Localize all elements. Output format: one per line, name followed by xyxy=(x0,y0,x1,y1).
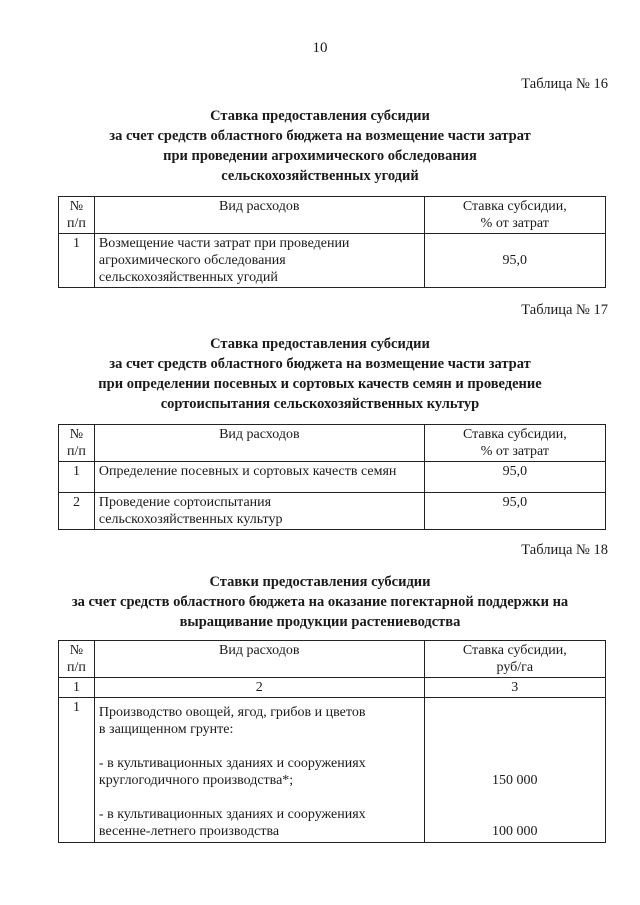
table-header-row xyxy=(59,425,606,462)
header-rate: Ставка субсидии, % от затрат xyxy=(424,197,605,234)
header-rate: Ставка субсидии, % от затрат xyxy=(424,425,605,462)
table-header-row xyxy=(59,197,606,234)
table-17 xyxy=(58,424,606,530)
table-row xyxy=(59,234,606,288)
header-num: № п/п xyxy=(59,197,95,234)
table-16 xyxy=(58,196,606,288)
rate-value: 100 000 xyxy=(492,824,538,839)
header-type: Вид расходов xyxy=(94,641,424,678)
column-number: 2 xyxy=(94,678,424,698)
column-number: 3 xyxy=(424,678,605,698)
row-rate: 95,0 xyxy=(424,234,605,288)
column-number-row xyxy=(59,678,606,698)
header-rate: Ставка субсидии, руб/га xyxy=(424,641,605,678)
row-num: 2 xyxy=(59,493,95,530)
table-16-label: Таблица № 16 xyxy=(521,76,608,92)
table-17-title: Ставка предоставления субсидии за счет средств областного бюджета на возмещение части затрат при определении посевных и сортовых качеств семян и проведение сортоиспытания сельскохозяйственных культур xyxy=(98,336,542,412)
header-num: № п/п xyxy=(59,425,95,462)
table-row xyxy=(59,462,606,493)
rate-value: 150 000 xyxy=(492,773,538,788)
row-num: 1 xyxy=(59,234,95,288)
header-num: № п/п xyxy=(59,641,95,678)
row-desc: Возмещение части затрат при проведении агрохимического обследования сельскохозяйственных угодий xyxy=(94,234,424,288)
table-18-label: Таблица № 18 xyxy=(521,542,608,558)
table-header-row xyxy=(59,641,606,678)
row-num: 1 xyxy=(59,462,95,493)
table-row xyxy=(59,493,606,530)
page-number: 10 xyxy=(312,40,328,56)
table-18-title: Ставки предоставления субсидии за счет средств областного бюджета на оказание погектарной поддержки на выращивание продукции растениеводства xyxy=(71,574,569,630)
table-18 xyxy=(58,640,606,843)
row-rate: 95,0 xyxy=(424,462,605,493)
row-rate: 95,0 xyxy=(424,493,605,530)
row-desc: Определение посевных и сортовых качеств семян xyxy=(94,462,424,493)
row-num: 1 xyxy=(59,698,95,843)
header-type: Вид расходов xyxy=(94,425,424,462)
table-row xyxy=(59,698,606,843)
row-desc: Проведение сортоиспытания сельскохозяйственных культур xyxy=(94,493,424,530)
column-number: 1 xyxy=(59,678,95,698)
table-16-title: Ставка предоставления субсидии за счет средств областного бюджета на возмещение части затрат при проведении агрохимического обследования сельскохозяйственных угодий xyxy=(109,108,531,184)
table-17-label: Таблица № 17 xyxy=(521,302,608,318)
row-rate xyxy=(424,698,605,843)
row-desc: Производство овощей, ягод, грибов и цветов в защищенном грунте: - в культивационных зданиях и сооружениях круглогодичного производства*; - в культивационных зданиях и сооружениях весенне-летнего производства xyxy=(94,698,424,843)
header-type: Вид расходов xyxy=(94,197,424,234)
